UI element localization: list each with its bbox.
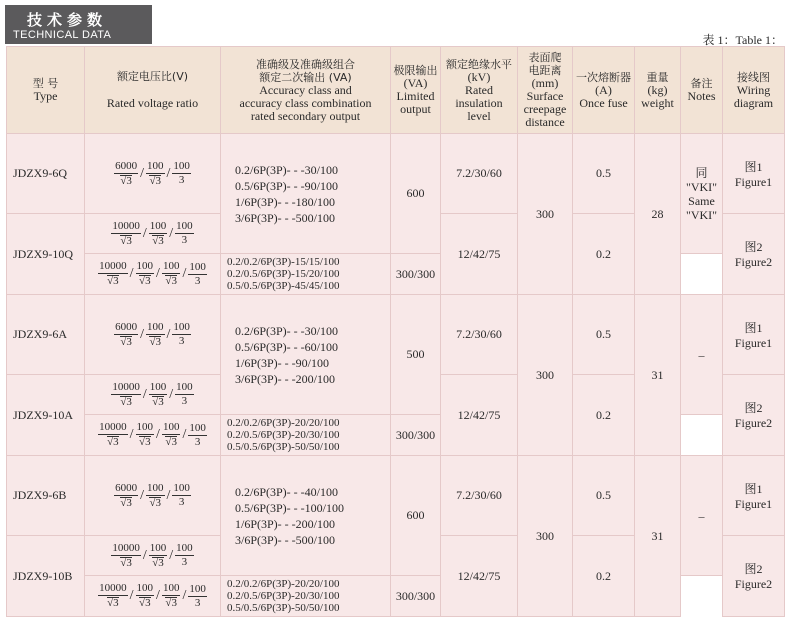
- fuse-cell: 0.2: [573, 536, 635, 617]
- wiring-cell: 图1 Figure1: [723, 295, 785, 375]
- table-row: [7, 134, 785, 214]
- type-cell: JDZX9-10A: [7, 375, 85, 456]
- fraction: 100 √ 3: [136, 422, 155, 448]
- limited-output-cell: 600: [391, 134, 441, 254]
- fraction: 100 √ 3: [162, 583, 181, 609]
- fraction: $\frac{100}{3}$: [173, 160, 190, 186]
- col-header-type: 型 号 Type: [7, 47, 85, 134]
- limited-output-cell: 600: [391, 456, 441, 576]
- ratio-cell: 10000 √ 3 / 100 √ 3 / 100 √ 3 / $\frac{100}{3}$: [85, 576, 221, 617]
- ratio-cell: 6000 √ 3 / 100 √ 3 / $\frac{100}{3}$: [85, 134, 221, 214]
- table-row: [7, 295, 785, 375]
- fraction: 10000 √ 3: [98, 422, 128, 448]
- sqrt3: √ 3: [152, 557, 164, 569]
- accuracy-cell: 0.2/0.2/6P(3P)-15/15/100 0.2/0.5/6P(3P)-15/20/100 0.5/0.5/6P(3P)-45/45/100: [221, 254, 391, 295]
- fraction: $\frac{100}{3}$: [189, 582, 206, 609]
- creepage-cell: 300: [518, 295, 573, 456]
- fraction: 10000 √ 3: [98, 261, 128, 287]
- type-cell: JDZX9-6A: [7, 295, 85, 375]
- insulation-cell: 7.2/30/60: [441, 295, 518, 375]
- insulation-cell: 7.2/30/60: [441, 134, 518, 214]
- fraction: 6000 √ 3: [114, 322, 138, 348]
- section-title-en: TECHNICAL DATA: [13, 29, 112, 41]
- fraction: $\frac{100}{3}$: [173, 321, 190, 347]
- sqrt3: √ 3: [152, 235, 164, 247]
- fuse-cell: 0.5: [573, 456, 635, 536]
- sqrt3: √ 3: [165, 436, 177, 448]
- fraction: $\frac{100}{3}$: [173, 482, 190, 508]
- insulation-cell: 7.2/30/60: [441, 456, 518, 536]
- sqrt3: √ 3: [139, 597, 151, 609]
- sqrt3: √ 3: [149, 497, 161, 509]
- wiring-cell: 图2 Figure2: [723, 375, 785, 456]
- fraction: 100 √ 3: [136, 583, 155, 609]
- accuracy-cell: 0.2/6P(3P)- - -30/100 0.5/6P(3P)- - -90/100 1/6P(3P)- - -180/100 3/6P(3P)- - -500/100: [221, 134, 391, 254]
- section-title-cn: 技术参数: [27, 11, 108, 29]
- sqrt3: √ 3: [107, 436, 119, 448]
- wiring-cell: 图1 Figure1: [723, 456, 785, 536]
- fraction: 100 √ 3: [136, 261, 155, 287]
- col-header-limited-output: 极限输出 (VA) Limited output: [391, 47, 441, 134]
- sqrt3: √ 3: [149, 336, 161, 348]
- fraction: 100 √ 3: [149, 382, 168, 408]
- technical-data-table: [6, 46, 785, 617]
- sqrt3: √ 3: [152, 396, 164, 408]
- creepage-cell: 300: [518, 134, 573, 295]
- sqrt3: √ 3: [149, 175, 161, 187]
- fraction: 100 √ 3: [146, 322, 165, 348]
- type-cell: JDZX9-10Q: [7, 214, 85, 295]
- insulation-cell: 12/42/75: [441, 536, 518, 617]
- wiring-cell: 图1 Figure1: [723, 134, 785, 214]
- fraction: $\frac{100}{3}$: [189, 260, 206, 287]
- sqrt3: √ 3: [107, 275, 119, 287]
- table-row: [7, 456, 785, 536]
- col-header-notes: 备注 Notes: [681, 47, 723, 134]
- sqrt3: √ 3: [139, 436, 151, 448]
- creepage-cell: 300: [518, 456, 573, 617]
- ratio-cell: 6000 √ 3 / 100 √ 3 / $\frac{100}{3}$: [85, 456, 221, 536]
- fraction: $\frac{100}{3}$: [176, 381, 193, 407]
- fraction: 100 √ 3: [162, 422, 181, 448]
- fraction: 100 √ 3: [149, 221, 168, 247]
- fraction: 10000 √ 3: [111, 543, 141, 569]
- type-cell: JDZX9-10B: [7, 536, 85, 617]
- insulation-cell: 12/42/75: [441, 375, 518, 456]
- fuse-cell: 0.2: [573, 375, 635, 456]
- fuse-cell: 0.5: [573, 295, 635, 375]
- fuse-cell: 0.5: [573, 134, 635, 214]
- weight-cell: 31: [635, 456, 681, 617]
- ratio-cell: 6000 √ 3 / 100 √ 3 / $\frac{100}{3}$: [85, 295, 221, 375]
- ratio-cell: 10000 √ 3 / 100 √ 3 / $\frac{100}{3}$: [85, 536, 221, 576]
- wiring-cell: 图2 Figure2: [723, 536, 785, 617]
- ratio-cell: 10000 √ 3 / 100 √ 3 / $\frac{100}{3}$: [85, 375, 221, 415]
- col-header-wiring: 接线图 Wiring diagram: [723, 47, 785, 134]
- limited-output-cell: 300/300: [391, 576, 441, 617]
- sqrt3: √ 3: [139, 275, 151, 287]
- fraction: 100 √ 3: [162, 261, 181, 287]
- section-header: [5, 5, 152, 44]
- notes-cell: –: [681, 295, 723, 415]
- limited-output-cell: 500: [391, 295, 441, 415]
- notes-cell: 同 "VKI" Same "VKI": [681, 134, 723, 254]
- accuracy-cell: 0.2/0.2/6P(3P)-20/20/100 0.2/0.5/6P(3P)-20/30/100 0.5/0.5/6P(3P)-50/50/100: [221, 576, 391, 617]
- sqrt3: √ 3: [120, 396, 132, 408]
- header-row: [7, 47, 785, 134]
- sqrt3: √ 3: [120, 175, 132, 187]
- fraction: $\frac{100}{3}$: [176, 542, 193, 568]
- fuse-cell: 0.2: [573, 214, 635, 295]
- sqrt3: √ 3: [120, 336, 132, 348]
- limited-output-cell: 300/300: [391, 254, 441, 295]
- ratio-cell: 10000 √ 3 / 100 √ 3 / $\frac{100}{3}$: [85, 214, 221, 254]
- sqrt3: √ 3: [107, 597, 119, 609]
- fraction: 6000 √ 3: [114, 161, 138, 187]
- ratio-cell: 10000 √ 3 / 100 √ 3 / 100 √ 3 / $\frac{100}{3}$: [85, 254, 221, 295]
- fraction: 100 √ 3: [146, 483, 165, 509]
- accuracy-cell: 0.2/0.2/6P(3P)-20/20/100 0.2/0.5/6P(3P)-20/30/100 0.5/0.5/6P(3P)-50/50/100: [221, 415, 391, 456]
- type-cell: JDZX9-6B: [7, 456, 85, 536]
- col-header-fuse: 一次熔断器 (A) Once fuse: [573, 47, 635, 134]
- fraction: 10000 √ 3: [111, 382, 141, 408]
- col-header-accuracy: 准确级及准确级组合 额定二次输出 (VA) Accuracy class and accuracy class combination rated secondary output: [221, 47, 391, 134]
- ratio-cell: 10000 √ 3 / 100 √ 3 / 100 √ 3 / $\frac{100}{3}$: [85, 415, 221, 456]
- sqrt3: √ 3: [165, 597, 177, 609]
- fraction: 100 √ 3: [149, 543, 168, 569]
- accuracy-cell: 0.2/6P(3P)- - -40/100 0.5/6P(3P)- - -100/100 1/6P(3P)- - -200/100 3/6P(3P)- - -500/100: [221, 456, 391, 576]
- wiring-cell: 图2 Figure2: [723, 214, 785, 295]
- fraction: $\frac{100}{3}$: [176, 220, 193, 246]
- fraction: $\frac{100}{3}$: [189, 421, 206, 448]
- sqrt3: √ 3: [120, 557, 132, 569]
- insulation-cell: 12/42/75: [441, 214, 518, 295]
- fraction: 10000 √ 3: [98, 583, 128, 609]
- col-header-creepage: 表面爬 电距离 (mm) Surface creepage distance: [518, 47, 573, 134]
- weight-cell: 31: [635, 295, 681, 456]
- type-cell: JDZX9-6Q: [7, 134, 85, 214]
- fraction: 6000 √ 3: [114, 483, 138, 509]
- sqrt3: √ 3: [165, 275, 177, 287]
- notes-cell: –: [681, 456, 723, 576]
- accuracy-cell: 0.2/6P(3P)- - -30/100 0.5/6P(3P)- - -60/100 1/6P(3P)- - -90/100 3/6P(3P)- - -200/100: [221, 295, 391, 415]
- limited-output-cell: 300/300: [391, 415, 441, 456]
- fraction: 100 √ 3: [146, 161, 165, 187]
- weight-cell: 28: [635, 134, 681, 295]
- table-label: 表 1：Table 1：: [702, 33, 783, 47]
- sqrt3: √ 3: [120, 235, 132, 247]
- fraction: 10000 √ 3: [111, 221, 141, 247]
- sqrt3: √ 3: [120, 497, 132, 509]
- col-header-weight: 重量 (kg) weight: [635, 47, 681, 134]
- col-header-ratio: 额定电压比(V) Rated voltage ratio: [85, 47, 221, 134]
- col-header-insulation: 额定绝缘水平 (kV) Rated insulation level: [441, 47, 518, 134]
